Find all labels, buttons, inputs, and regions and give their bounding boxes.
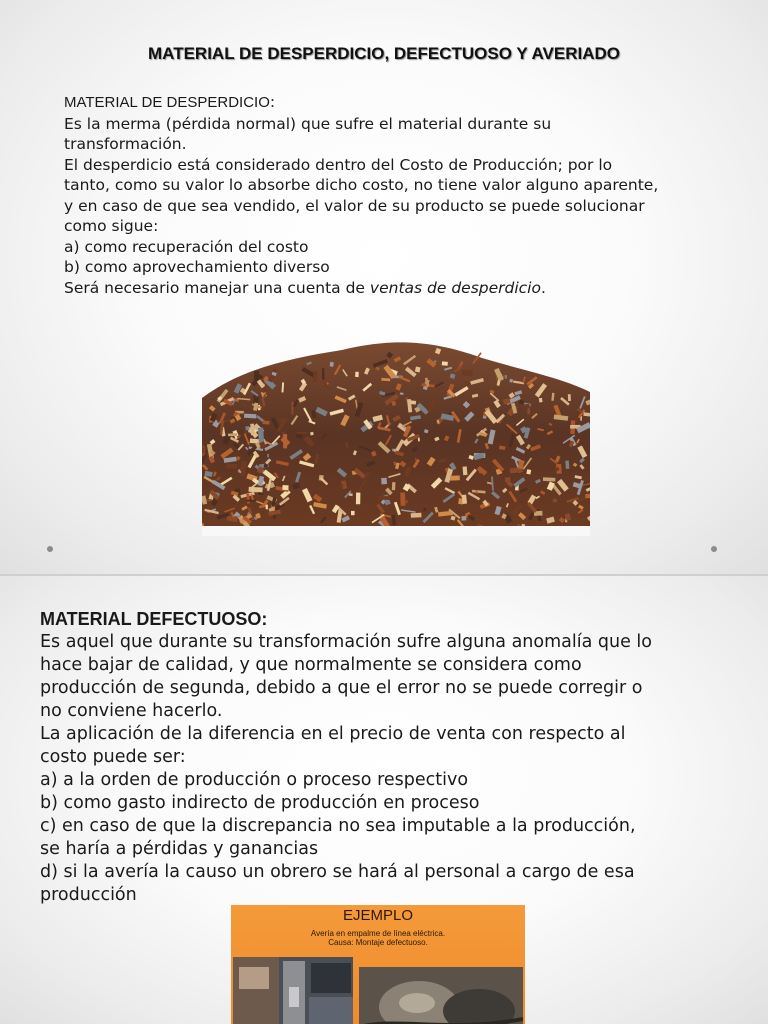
list-item-c: c) en caso de que la discrepancia no sea imputable a la producción,: [40, 816, 636, 836]
slide-defectuoso: [0, 576, 768, 1024]
last-line-italic: ventas de desperdicio: [369, 278, 541, 297]
electrical-room-photo: [233, 957, 353, 1024]
scrap-texture-piece: [297, 432, 307, 434]
list-item-d-cont: producción: [40, 885, 137, 905]
scrap-texture-piece: [249, 487, 263, 493]
last-line-prefix: Será necesario manejar una cuenta de: [64, 278, 370, 297]
scrap-texture-piece: [351, 511, 355, 515]
body-line: tanto, como su valor lo absorbe dicho costo, no tiene valor alguno aparente,: [64, 176, 659, 194]
scrap-texture-piece: [322, 368, 325, 379]
scrap-texture-piece: [206, 499, 211, 501]
example-caption-line: Avería en empalme de línea eléctrica.: [310, 929, 446, 938]
scrap-texture-piece: [244, 414, 256, 419]
scrap-texture-piece: [543, 477, 555, 481]
scrap-texture-piece: [462, 495, 467, 504]
scrap-texture-piece: [379, 496, 390, 500]
example-caption: [231, 929, 525, 947]
scrap-texture-piece: [266, 505, 268, 510]
example-title: EJEMPLO: [342, 907, 414, 924]
scrap-texture-piece: [585, 493, 590, 498]
body-line: La aplicación de la diferencia en el precio de venta con respecto al: [40, 724, 626, 744]
scrap-texture-piece: [392, 515, 396, 525]
body-line: como sigue:: [64, 217, 159, 235]
scrap-texture-piece: [565, 460, 569, 469]
list-item-b: b) como aprovechamiento diverso: [64, 258, 330, 276]
list-item-a: a) como recuperación del costo: [64, 237, 309, 256]
scrap-texture-piece: [400, 493, 405, 506]
scrap-texture-piece: [465, 381, 469, 387]
scrap-texture-piece: [523, 404, 529, 408]
body-line-last: [64, 278, 724, 299]
scrap-texture-piece: [349, 493, 353, 496]
scrap-texture-piece: [527, 408, 530, 414]
scrap-texture-piece: [228, 433, 237, 436]
scrap-texture-piece: [258, 492, 263, 495]
scrap-texture-piece: [539, 398, 543, 403]
slide-body-text: [64, 92, 724, 298]
scrap-texture-piece: [355, 372, 359, 377]
subheading-colon: :: [269, 93, 276, 111]
scrap-texture-piece: [442, 361, 448, 365]
scrap-texture-piece: [310, 432, 313, 436]
nav-dot-left[interactable]: [47, 546, 53, 552]
scrap-texture-piece: [518, 460, 523, 469]
scrap-texture-piece: [505, 375, 507, 378]
scrap-texture-piece: [450, 475, 460, 480]
scrap-texture-piece: [247, 500, 257, 502]
scrap-texture-piece: [262, 421, 269, 425]
example-box: [231, 905, 525, 1024]
scrap-texture-piece: [330, 362, 334, 367]
scrap-texture-piece: [411, 513, 422, 518]
subheading-line: [64, 92, 724, 114]
scrap-texture-piece: [291, 402, 293, 415]
scrap-texture-piece: [400, 393, 404, 395]
section-heading: MATERIAL DEFECTUOSO:: [40, 609, 268, 629]
body-line: y en caso de que sea vendido, el valor de su producto se puede solucionar: [64, 196, 645, 215]
scrap-texture-piece: [568, 394, 571, 401]
body-line: producción de segunda, debido a que el error no se puede corregir o: [40, 678, 643, 698]
list-item-c-cont: se haría a pérdidas y ganancias: [40, 839, 319, 859]
body-line: no conviene hacerlo.: [40, 701, 223, 721]
scrap-texture-piece: [526, 469, 531, 474]
scrap-texture-piece: [296, 393, 301, 395]
subheading: MATERIAL DE DESPERDICIO: [64, 94, 270, 111]
scrap-texture-piece: [463, 466, 468, 475]
scrap-texture-piece: [461, 370, 472, 376]
scrap-texture-piece: [461, 516, 466, 521]
list-item-a: a) a la orden de producción o proceso respectivo: [40, 770, 469, 790]
scrap-texture-piece: [381, 478, 387, 485]
scrap-texture-piece: [392, 401, 397, 406]
scrap-texture-piece: [392, 482, 396, 490]
scrap-texture-piece: [282, 485, 288, 490]
nav-dot-right[interactable]: [711, 546, 717, 552]
body-line: transformación.: [64, 135, 187, 153]
body-line: hace bajar de calidad, y que normalmente se considera como: [40, 655, 582, 675]
slide-title: MATERIAL DE DESPERDICIO, DEFECTUOSO Y AVERIADO: [148, 44, 620, 63]
scrap-texture-piece: [505, 477, 511, 482]
body-line: Es la merma (pérdida normal) que sufre el material durante su: [64, 114, 552, 133]
list-item-b: b) como gasto indirecto de producción en proceso: [40, 793, 480, 813]
body-line: El desperdicio está considerado dentro del Costo de Producción; por lo: [64, 155, 613, 174]
list-item-d: d) si la avería la causo un obrero se hará al personal a cargo de esa: [40, 862, 635, 882]
scrap-texture-piece: [264, 464, 268, 468]
cable-splice-photo: [359, 967, 523, 1024]
scrap-texture-piece: [356, 493, 361, 505]
scrap-texture-piece: [267, 454, 269, 458]
body-line: Es aquel que durante su transformación sufre alguna anomalía que lo: [40, 632, 652, 652]
slide-body-text: [40, 608, 740, 907]
scrap-texture-piece: [258, 428, 264, 443]
scrap-texture-piece: [226, 464, 237, 469]
last-line-suffix: .: [540, 278, 546, 297]
scrap-metal-pile-photo: [202, 318, 590, 536]
body-line: costo puede ser:: [40, 747, 186, 767]
scrap-texture-piece: [205, 471, 213, 477]
example-caption-line: Causa: Montaje defectuoso.: [328, 938, 428, 947]
